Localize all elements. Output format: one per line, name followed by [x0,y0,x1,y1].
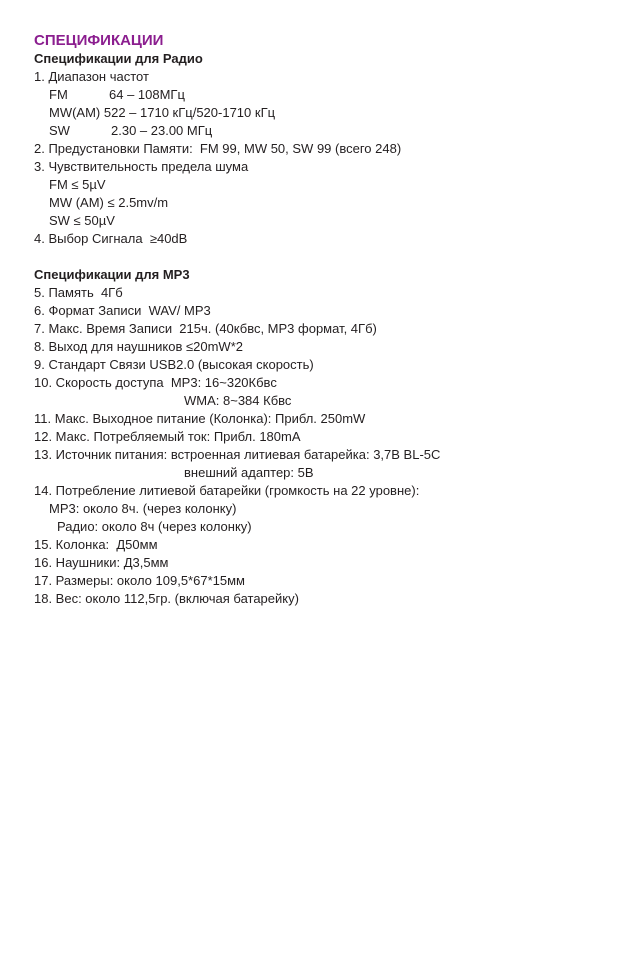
sw-range-row [34,122,604,140]
battery-mp3-time: MP3: около 8ч. (через колонку) [49,501,237,516]
spec-item-13-continuation: внешний адаптер: 5В [184,465,314,480]
battery-radio-time: Радио: около 8ч (через колонку) [57,519,252,534]
spec-page [34,32,604,608]
spec-item-14: 14. Потребление литиевой батарейки (громкость на 22 уровне): [34,483,420,498]
spec-item-3: 3. Чувствительность предела шума [34,159,249,174]
fm-label: FM [49,87,68,102]
mw-range-row: MW(AM) 522 – 1710 кГц/520-1710 кГц [49,105,276,120]
mp3-section-heading: Спецификации для MP3 [34,267,190,282]
sw-label: SW [49,123,70,138]
sw-sensitivity: SW ≤ 50µV [49,213,115,228]
radio-section-heading: Спецификации для Радио [34,51,203,66]
fm-range-row [34,86,604,104]
spec-item-2: 2. Предустановки Памяти: FM 99, MW 50, SW 99 (всего 248) [34,141,402,156]
spec-item-11: 11. Макс. Выходное питание (Колонка): Прибл. 250mW [34,411,366,426]
spec-item-5: 5. Память 4Гб [34,285,123,300]
spec-item-7: 7. Макс. Время Записи 215ч. (40кбвс, MP3 формат, 4Гб) [34,321,377,336]
section-spacer [34,248,604,266]
spec-item-10: 10. Скорость доступа MP3: 16~320Кбвс [34,375,277,390]
spec-item-10-continuation: WMA: 8~384 Кбвс [184,393,292,408]
spec-item-16: 16. Наушники: Д3,5мм [34,555,169,570]
fm-sensitivity: FM ≤ 5µV [49,177,106,192]
spec-item-15: 15. Колонка: Д50мм [34,537,158,552]
spec-item-6: 6. Формат Записи WAV/ MP3 [34,303,211,318]
page-title: СПЕЦИФИКАЦИИ [34,32,164,49]
fm-range-value: 64 – 108МГц [109,87,185,102]
spec-item-18: 18. Вес: около 112,5гр. (включая батарейку) [34,591,299,606]
spec-item-17: 17. Размеры: около 109,5*67*15мм [34,573,245,588]
spec-item-13: 13. Источник питания: встроенная литиевая батарейка: 3,7В BL-5C [34,447,441,462]
mw-sensitivity: MW (AM) ≤ 2.5mv/m [49,195,169,210]
spec-item-9: 9. Стандарт Связи USB2.0 (высокая скорость) [34,357,314,372]
sw-range-value: 2.30 – 23.00 МГц [111,123,213,138]
spec-item-12: 12. Макс. Потребляемый ток: Прибл. 180mA [34,429,301,444]
spec-item-1: 1. Диапазон частот [34,69,149,84]
spec-item-4: 4. Выбор Сигнала ≥40dB [34,231,188,246]
spec-item-8: 8. Выход для наушников ≤20mW*2 [34,339,243,354]
